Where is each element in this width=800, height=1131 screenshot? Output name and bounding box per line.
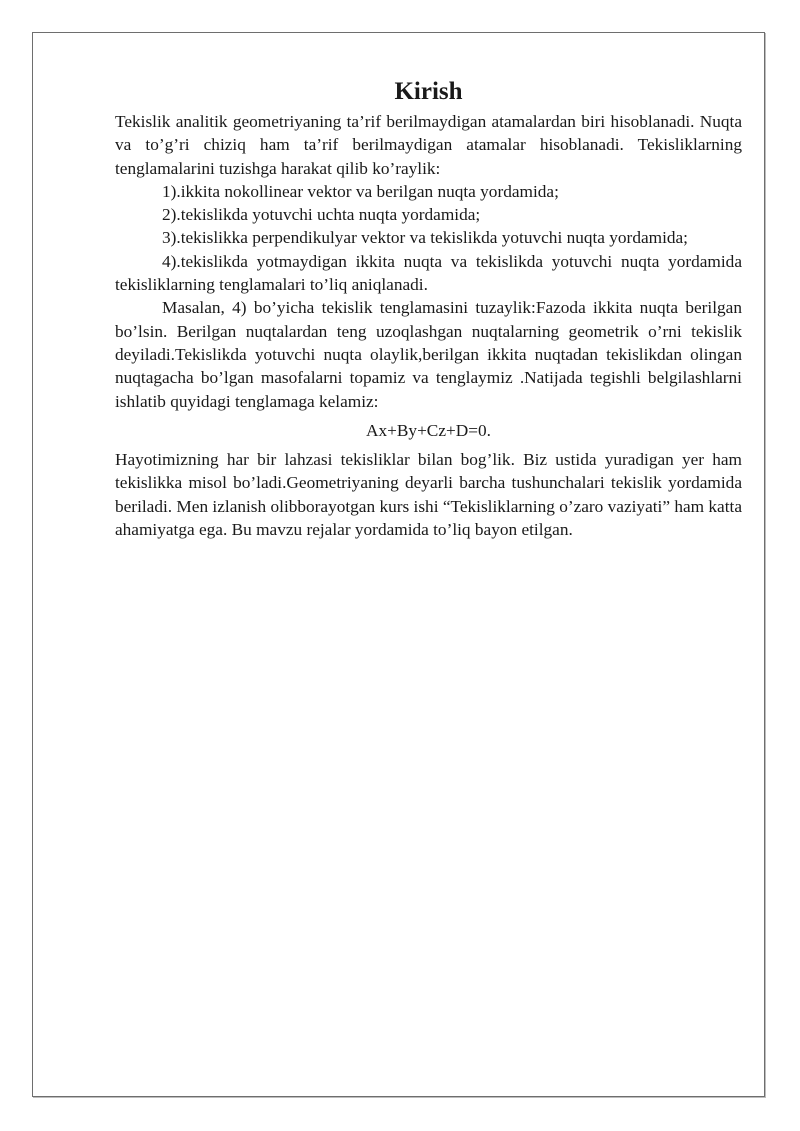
list-item-3: 3).tekislikka perpendikulyar vektor va tekislikda yotuvchi nuqta yordamida; xyxy=(162,228,688,248)
list-item-1: 1).ikkita nokollinear vektor va berilgan nuqta yordamida; xyxy=(162,181,559,201)
plane-equation: Ax+By+Cz+D=0. xyxy=(366,420,491,440)
document-body xyxy=(115,76,742,541)
intro-paragraph: Tekislik analitik geometriyaning ta’rif berilmaydigan atamalardan biri hisoblanadi. Nuqta va to’g’ri chiziq ham ta’rif berilmaydigan atamalar hisoblanadi. Tekisliklarning tenglamalarini tuzishga harakat qilib ko’raylik: xyxy=(115,112,742,178)
closing-paragraph: Hayotimizning har bir lahzasi tekisliklar bilan bog’lik. Biz ustida yuradigan yer ham tekislikka misol bo’ladi.Geometriyaning deyarli barcha tushunchalari tekislik yordamida beriladi. Men izlanish olibborayotgan kurs ishi “Tekisliklarning o’zaro vaziyati” ham katta ahamiyatga ega. Bu mavzu rejalar yordamida to’liq bayon etilgan. xyxy=(115,450,742,540)
list-item-2: 2).tekislikda yotuvchi uchta nuqta yordamida; xyxy=(162,205,481,225)
list-item-4: 4).tekislikda yotmaydigan ikkita nuqta va tekislikda yotuvchi nuqta yordamida tekisliklarning tenglamalari to’liq aniqlanadi. xyxy=(115,251,742,295)
page-title: Kirish xyxy=(394,78,463,105)
example-paragraph: Masalan, 4) bo’yicha tekislik tenglamasini tuzaylik:Fazoda ikkita nuqta berilgan bo’lsin. Berilgan nuqtalardan teng uzoqlashgan nuqtalarning geometrik o’rni tekislik deyiladi.Tekislikda yotuvchi nuqta olaylik,berilgan ikkita nuqtadan tekislikdan olingan nuqtagacha bo’lgan masofalarni topamiz va tenglaymiz .Natijada tegishli belgilashlarni ishlatib quyidagi tenglamaga kelamiz: xyxy=(115,298,742,411)
